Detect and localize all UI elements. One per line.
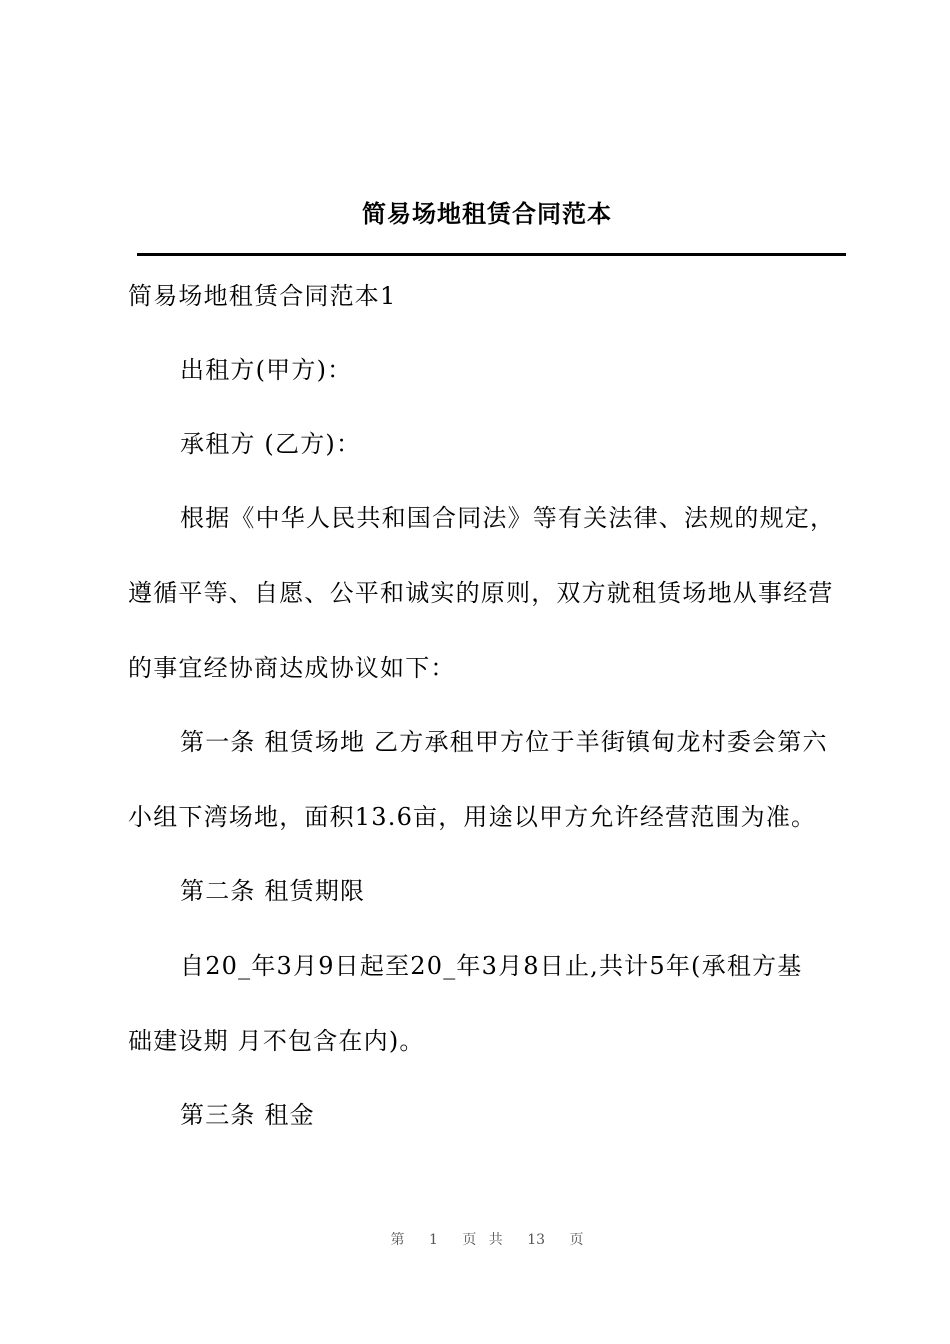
footer-prefix: 第: [390, 1232, 405, 1248]
article-2-line: 础建设期 月不包含在内)。: [128, 1027, 425, 1055]
document-title: 简易场地租赁合同范本: [362, 199, 612, 228]
article-3-heading: 第三条 租金: [180, 1101, 315, 1129]
article-2-heading: 第二条 租赁期限: [180, 877, 366, 905]
footer-middle: 页 共: [462, 1232, 503, 1248]
lessor-line: 出租方(甲方)：: [180, 356, 353, 384]
article-1-line: 小组下湾场地，面积13.6亩，用途以甲方允许经营范围为准。: [128, 803, 817, 831]
footer-page-number: 1: [428, 1232, 438, 1248]
page-footer: [0, 1230, 950, 1250]
article-2-line: 自20_年3月9日起至20_年3月8日止,共计5年(承租方基: [180, 952, 803, 980]
section-heading: 简易场地租赁合同范本1: [128, 282, 397, 310]
footer-suffix: 页: [569, 1232, 584, 1248]
title-divider: [137, 253, 846, 256]
lessee-line: 承租方 (乙方)：: [180, 430, 362, 458]
article-1-line: 第一条 租赁场地 乙方承租甲方位于羊街镇甸龙村委会第六: [180, 728, 828, 756]
footer-total-pages: 13: [527, 1232, 546, 1248]
paragraph-line: 根据《中华人民共和国合同法》等有关法律、法规的规定，: [180, 504, 836, 532]
paragraph-line: 遵循平等、自愿、公平和诚实的原则，双方就租赁场地从事经营: [128, 579, 834, 607]
paragraph-line: 的事宜经协商达成协议如下：: [128, 654, 456, 682]
